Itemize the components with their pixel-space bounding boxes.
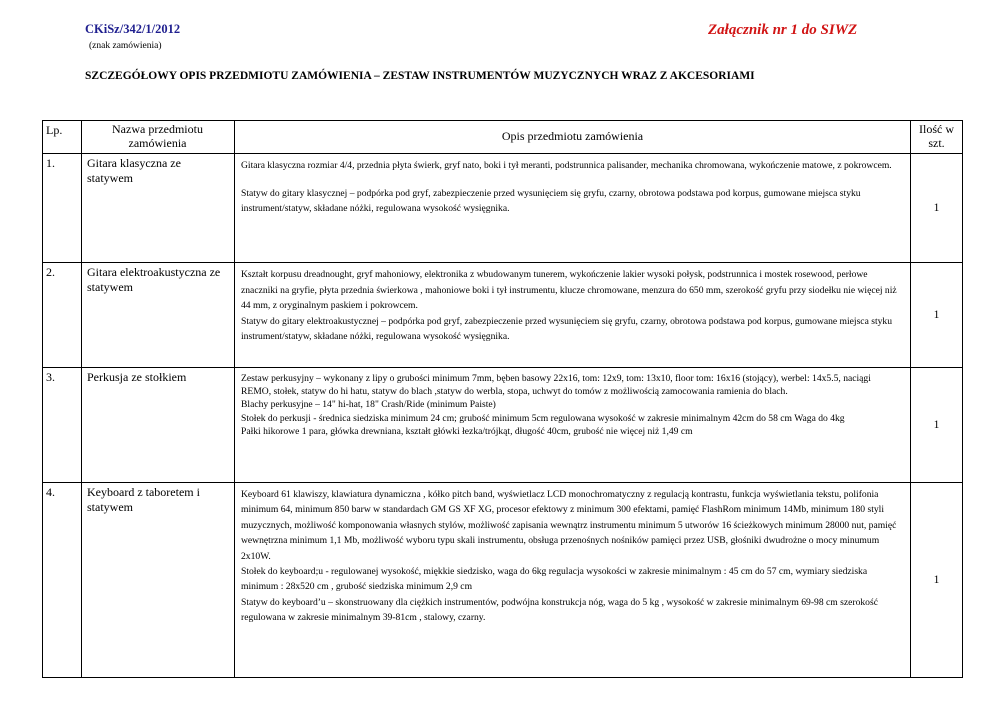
table-row: [43, 368, 963, 483]
description-paragraph: Gitara klasyczna rozmiar 4/4, przednia płyta świerk, gryf nato, boki i tył meranti, podstrunnica palisander, mechanika chromowana, wykończenie matowe, z pokrowcem.: [241, 160, 892, 171]
item-name: Keyboard z taboretem i statywem: [82, 483, 235, 678]
item-description: [235, 154, 911, 263]
document-title: SZCZEGÓŁOWY OPIS PRZEDMIOTU ZAMÓWIENIA – ZESTAW INSTRUMENTÓW MUZYCZNYCH WRAZ Z AKCESORIAMI: [85, 70, 755, 82]
item-name: Gitara klasyczna ze statywem: [82, 154, 235, 263]
order-reference-caption: (znak zamówienia): [89, 41, 162, 51]
annex-label: Załącznik nr 1 do SIWZ: [708, 22, 858, 38]
description-paragraph: Zestaw perkusyjny – wykonany z lipy o grubości minimum 7mm, bęben basowy 22x16, tom: 12x9, tom: 13x10, floor tom: 16x16 (stojący), werbel: 14x5.5, naciągi REMO, stołek, statyw do hi hatu, statyw do blach ,statyw do werbla, stopa, uchwyt do tomów z możliwością zamocowania ramienia do blach.: [241, 373, 871, 398]
table-row: [43, 483, 963, 678]
description-paragraph: Pałki hikorowe 1 para, główka drewniana, kształt główki łezka/trójkąt, długość 40cm, grubość nie więcej niż 1,49 cm: [241, 425, 693, 437]
row-number: 2.: [43, 263, 82, 368]
column-header-name: Nazwa przedmiotu zamówienia: [82, 121, 235, 154]
row-number: 4.: [43, 483, 82, 678]
description-paragraph: Statyw do gitary klasycznej – podpórka pod gryf, zabezpieczenie przed wysunięciem się gryfu, czarny, obrotowa podstawa pod korpus, gumowane miejsca styku instrument/statyw, składane nóżki, regulowana wysokość wysięgnika.: [241, 187, 861, 215]
item-description: [235, 368, 911, 483]
specification-table: [42, 120, 963, 678]
column-header-description: Opis przedmiotu zamówienia: [235, 121, 911, 154]
column-header-lp: Lp.: [43, 121, 82, 154]
item-description: [235, 483, 911, 678]
description-paragraph: Stołek do perkusji - średnica siedziska minimum 24 cm; grubość minimum 5cm regulowana wysokość w zakresie minimalnym 42cm do 58 cm Waga do 4kg: [241, 412, 845, 424]
table-row: [43, 154, 963, 263]
description-paragraph: Statyw do keyboard’u – skonstruowany dla ciężkich instrumentów, podwójna konstrukcja nóg, waga do 5 kg , wysokość w zakresie minimalnym 69-98 cm szerokość regulowana w zakresie minimalnym 39-81cm , stalowy, czarny.: [241, 596, 878, 624]
item-name: Perkusja ze stołkiem: [82, 368, 235, 483]
table-header-row: [43, 121, 963, 154]
description-paragraph: Blachy perkusyjne – 14" hi-hat, 18" Crash/Ride (minimum Paiste): [241, 399, 496, 411]
description-paragraph: Kształt korpusu dreadnought, gryf mahoniowy, elektronika z wbudowanym tunerem, wykończenie lakier wysoki połysk, podstrunnica i mostek rosewood, perłowe znaczniki na gryfie, płyta przednia świerkowa , mahoniowe boki i tył instrumentu, klucze chromowane, menzura do 650 mm, szerokość gryfu przy siodełku nie więcej niż 44 mm, z oryginalnym paskiem i pokrowcem.: [241, 269, 897, 312]
item-quantity: 1: [911, 263, 963, 368]
column-header-quantity: Ilość w szt.: [911, 121, 963, 154]
item-quantity: 1: [911, 483, 963, 678]
item-quantity: 1: [911, 154, 963, 263]
description-paragraph: Keyboard 61 klawiszy, klawiatura dynamiczna , kółko pitch band, wyświetlacz LCD monochromatyczny z regulacją kontrastu, funkcja wyświetlania tekstu, polifonia minimum 64, minimum 850 barw w standardach GM GS XF XG, procesor efektowy z minimum 300 efektami, pamięć FlashRom minimum 14Mb, minimum 180 styli muzycznych, możliwość komponowania własnych stylów, możliwość zapisania wewnątrz instrumentu minimum 5 utworów 16 ścieżkowych minimum 28000 nut, pamięć wewnętrzna minimum 1,1 Mb, możliwość wyboru typu skali instrumentu, obsługa przenośnych nośników pamięci przez USB, głośniki dwudrożne o mocy minumum 2x10W.: [241, 489, 897, 562]
row-number: 1.: [43, 154, 82, 263]
item-description: [235, 263, 911, 368]
description-paragraph: Statyw do gitary elektroakustycznej – podpórka pod gryf, zabezpieczenie przed wysunięciem się gryfu, czarny, obrotowa podstawa pod korpus, gumowane miejsca styku instrument/statyw, składane nóżki, regulowana wysokość wysięgnika.: [241, 315, 893, 343]
table-row: [43, 263, 963, 368]
order-reference-number: CKiSz/342/1/2012: [85, 22, 181, 36]
description-paragraph: Stołek do keyboard;u - regulowanej wysokość, miękkie siedzisko, waga do 6kg regulacja wysokości w zakresie minimalnym : 45 cm do 57 cm, wymiary siedziska minimum : 28x520 cm , grubość siedziska minimum 2,9 cm: [241, 566, 868, 593]
item-name: Gitara elektroakustyczna ze statywem: [82, 263, 235, 368]
row-number: 3.: [43, 368, 82, 483]
specification-table-wrapper: [42, 120, 954, 657]
item-quantity: 1: [911, 368, 963, 483]
